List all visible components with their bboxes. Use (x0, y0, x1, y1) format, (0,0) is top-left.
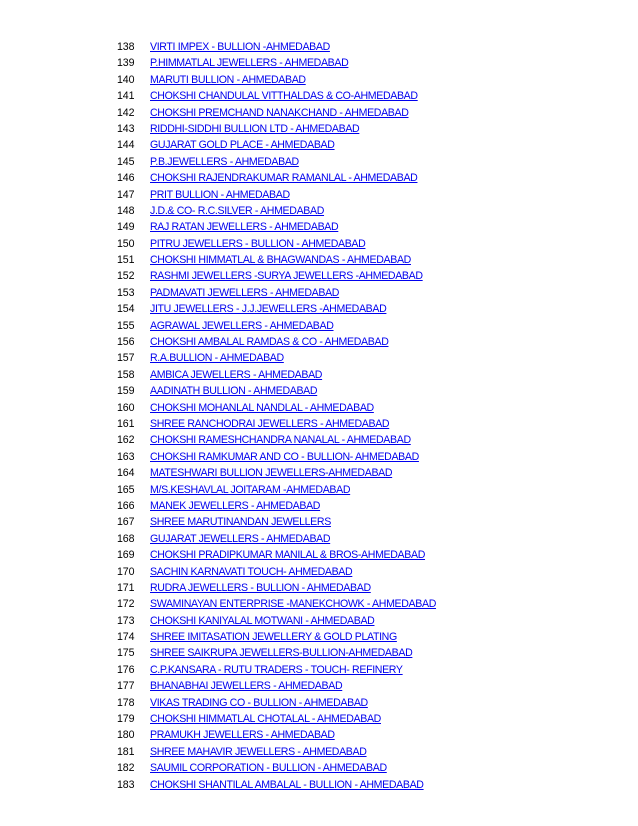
entry-number: 181 (117, 745, 135, 758)
entry-link[interactable]: C.P.KANSARA - RUTU TRADERS - TOUCH- REFINERY (150, 663, 403, 676)
entry-number: 154 (117, 303, 135, 316)
list-item (117, 613, 436, 629)
list-item (117, 514, 436, 530)
entry-link[interactable]: CHOKSHI HIMMATLAL CHOTALAL - AHMEDABAD (150, 713, 381, 726)
entry-number: 162 (117, 434, 135, 447)
entry-link[interactable]: GUJARAT GOLD PLACE - AHMEDABAD (150, 139, 335, 152)
entry-link[interactable]: AMBICA JEWELLERS - AHMEDABAD (150, 368, 323, 381)
entry-number: 174 (117, 631, 135, 644)
entry-link[interactable]: CHOKSHI KANIYALAL MOTWANI - AHMEDABAD (150, 614, 375, 627)
entry-link[interactable]: P.B.JEWELLERS - AHMEDABAD (150, 155, 299, 168)
entry-number: 155 (117, 319, 135, 332)
entry-link[interactable]: MATESHWARI BULLION JEWELLERS-AHMEDABAD (150, 467, 393, 480)
entry-number: 177 (117, 680, 135, 693)
list-item (117, 449, 436, 465)
entry-number: 182 (117, 762, 135, 775)
entry-link[interactable]: M/S.KESHAVLAL JOITARAM -AHMEDABAD (150, 483, 351, 496)
entry-link[interactable]: SWAMINAYAN ENTERPRISE -MANEKCHOWK - AHMEDABAD (150, 598, 437, 611)
list-item (117, 465, 436, 481)
entry-number: 144 (117, 139, 135, 152)
entry-number: 172 (117, 598, 135, 611)
entry-link[interactable]: JITU JEWELLERS - J.J.JEWELLERS -AHMEDABAD (150, 303, 387, 316)
entry-number: 161 (117, 417, 135, 430)
entry-link[interactable]: RASHMI JEWELLERS -SURYA JEWELLERS -AHMEDABAD (150, 270, 423, 283)
entry-number: 157 (117, 352, 135, 365)
entry-number: 178 (117, 696, 135, 709)
list-item (117, 154, 436, 170)
entry-link[interactable]: CHOKSHI PREMCHAND NANAKCHAND - AHMEDABAD (150, 106, 409, 119)
list-item (117, 432, 436, 448)
entry-link[interactable]: PADMAVATI JEWELLERS - AHMEDABAD (150, 286, 340, 299)
entry-link[interactable]: CHOKSHI PRADIPKUMAR MANILAL & BROS-AHMEDABAD (150, 549, 426, 562)
list-item (117, 137, 436, 153)
entry-link[interactable]: CHOKSHI SHANTILAL AMBALAL - BULLION - AHMEDABAD (150, 778, 424, 791)
entry-number: 163 (117, 450, 135, 463)
jeweller-list (117, 39, 436, 793)
entry-number: 148 (117, 204, 135, 217)
list-item (117, 318, 436, 334)
entry-link[interactable]: CHOKSHI RAJENDRAKUMAR RAMANLAL - AHMEDABAD (150, 172, 418, 185)
list-item (117, 285, 436, 301)
entry-link[interactable]: VIKAS TRADING CO - BULLION - AHMEDABAD (150, 696, 368, 709)
list-item (117, 547, 436, 563)
list-item (117, 727, 436, 743)
list-item (117, 187, 436, 203)
entry-number: 145 (117, 155, 135, 168)
entry-number: 143 (117, 122, 135, 135)
entry-number: 169 (117, 549, 135, 562)
entry-link[interactable]: CHOKSHI HIMMATLAL & BHAGWANDAS - AHMEDABAD (150, 254, 411, 267)
entry-number: 166 (117, 499, 135, 512)
entry-link[interactable]: AADINATH BULLION - AHMEDABAD (150, 385, 318, 398)
list-item (117, 39, 436, 55)
entry-number: 179 (117, 713, 135, 726)
list-item (117, 531, 436, 547)
entry-link[interactable]: PRAMUKH JEWELLERS - AHMEDABAD (150, 729, 335, 742)
entry-number: 164 (117, 467, 135, 480)
entry-link[interactable]: PITRU JEWELLERS - BULLION - AHMEDABAD (150, 237, 366, 250)
list-item (117, 678, 436, 694)
entry-link[interactable]: AGRAWAL JEWELLERS - AHMEDABAD (150, 319, 334, 332)
entry-link[interactable]: VIRTI IMPEX - BULLION -AHMEDABAD (150, 41, 330, 53)
list-item (117, 760, 436, 776)
entry-link[interactable]: CHOKSHI CHANDULAL VITTHALDAS & CO-AHMEDABAD (150, 90, 418, 103)
entry-number: 168 (117, 532, 135, 545)
list-item (117, 236, 436, 252)
entry-number: 138 (117, 41, 135, 53)
list-item (117, 695, 436, 711)
entry-link[interactable]: R.A.BULLION - AHMEDABAD (150, 352, 284, 365)
entry-link[interactable]: GUJARAT JEWELLERS - AHMEDABAD (150, 532, 331, 545)
entry-number: 165 (117, 483, 135, 496)
entry-link[interactable]: BHANABHAI JEWELLERS - AHMEDABAD (150, 680, 343, 693)
list-item (117, 629, 436, 645)
list-item (117, 662, 436, 678)
list-item (117, 596, 436, 612)
list-item (117, 367, 436, 383)
entry-link[interactable]: CHOKSHI RAMESHCHANDRA NANALAL - AHMEDABAD (150, 434, 411, 447)
entry-number: 152 (117, 270, 135, 283)
entry-link[interactable]: MANEK JEWELLERS - AHMEDABAD (150, 499, 321, 512)
list-item (117, 580, 436, 596)
entry-number: 167 (117, 516, 135, 529)
entry-number: 183 (117, 778, 135, 791)
entry-number: 176 (117, 663, 135, 676)
list-item (117, 498, 436, 514)
entry-number: 141 (117, 90, 135, 103)
entry-number: 146 (117, 172, 135, 185)
entry-link[interactable]: SHREE MAHAVIR JEWELLERS - AHMEDABAD (150, 745, 367, 758)
entry-link[interactable]: RUDRA JEWELLERS - BULLION - AHMEDABAD (150, 581, 371, 594)
list-item (117, 416, 436, 432)
list-item (117, 170, 436, 186)
entry-number: 153 (117, 286, 135, 299)
entry-number: 140 (117, 73, 135, 86)
entry-link[interactable]: RAJ RATAN JEWELLERS - AHMEDABAD (150, 221, 339, 234)
list-item (117, 564, 436, 580)
entry-link[interactable]: SHREE SAIKRUPA JEWELLERS-BULLION-AHMEDABAD (150, 647, 413, 660)
list-item (117, 121, 436, 137)
entry-number: 150 (117, 237, 135, 250)
entry-number: 160 (117, 401, 135, 414)
list-item (117, 72, 436, 88)
list-item (117, 219, 436, 235)
list-item (117, 334, 436, 350)
entry-number: 173 (117, 614, 135, 627)
entry-link[interactable]: PRIT BULLION - AHMEDABAD (150, 188, 290, 201)
entry-number: 156 (117, 336, 135, 349)
list-item (117, 482, 436, 498)
list-item (117, 383, 436, 399)
entry-link[interactable]: RIDDHI-SIDDHI BULLION LTD - AHMEDABAD (150, 122, 360, 135)
list-item (117, 400, 436, 416)
entry-number: 159 (117, 385, 135, 398)
entry-number: 170 (117, 565, 135, 578)
list-item (117, 645, 436, 661)
entry-link[interactable]: P.HIMMATLAL JEWELLERS - AHMEDABAD (150, 57, 349, 70)
entry-link[interactable]: SAUMIL CORPORATION - BULLION - AHMEDABAD (150, 762, 387, 775)
list-item (117, 711, 436, 727)
entry-link[interactable]: CHOKSHI AMBALAL RAMDAS & CO - AHMEDABAD (150, 336, 389, 349)
entry-number: 151 (117, 254, 135, 267)
entry-number: 139 (117, 57, 135, 70)
entry-link[interactable]: SHREE RANCHODRAI JEWELLERS - AHMEDABAD (150, 417, 390, 430)
entry-link[interactable]: SHREE IMITASATION JEWELLERY & GOLD PLATING (150, 631, 397, 644)
entry-link[interactable]: J.D.& CO- R.C.SILVER - AHMEDABAD (150, 204, 325, 217)
entry-number: 158 (117, 368, 135, 381)
list-item (117, 88, 436, 104)
entry-number: 171 (117, 581, 135, 594)
entry-link[interactable]: SACHIN KARNAVATI TOUCH- AHMEDABAD (150, 565, 353, 578)
entry-number: 180 (117, 729, 135, 742)
entry-link[interactable]: CHOKSHI MOHANLAL NANDLAL - AHMEDABAD (150, 401, 374, 414)
entry-number: 142 (117, 106, 135, 119)
list-item (117, 301, 436, 317)
list-item (117, 203, 436, 219)
list-item (117, 744, 436, 760)
entry-link[interactable]: MARUTI BULLION - AHMEDABAD (150, 73, 306, 86)
list-item (117, 350, 436, 366)
list-item (117, 105, 436, 121)
list-item (117, 55, 436, 71)
entry-number: 147 (117, 188, 135, 201)
list-item (117, 268, 436, 284)
list-item (117, 252, 436, 268)
entry-number: 175 (117, 647, 135, 660)
list-item (117, 777, 436, 793)
entry-link[interactable]: SHREE MARUTINANDAN JEWELLERS (150, 516, 331, 529)
entry-link[interactable]: CHOKSHI RAMKUMAR AND CO - BULLION- AHMEDABAD (150, 450, 419, 463)
entry-number: 149 (117, 221, 135, 234)
